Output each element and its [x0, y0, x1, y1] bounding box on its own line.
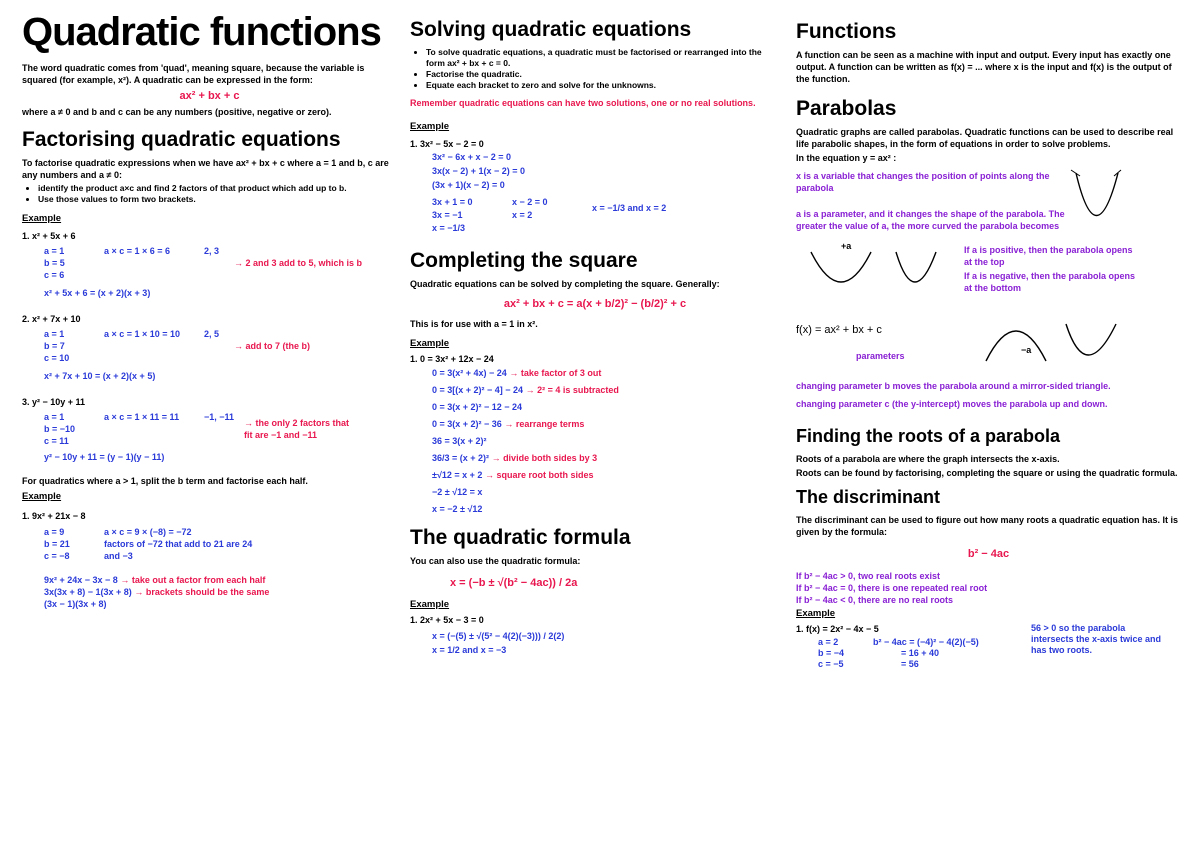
- example-solution: x = 1/2 and x = −3: [432, 645, 507, 655]
- note-a-greater-one: For quadratics where a > 1, split the b term and factorise each half.: [22, 476, 308, 486]
- working-note: → divide both sides by 3: [491, 453, 598, 463]
- quadratic-formula-heading: The quadratic formula: [410, 526, 631, 549]
- working-step: 3x² − 6x + x − 2 = 0: [432, 152, 512, 162]
- working-step: = 56: [901, 659, 919, 669]
- example-solution: x = −1/3 and x = 2: [592, 203, 667, 213]
- intro-text-2: where a ≠ 0 and b and c can be any numbers (positive, negative or zero).: [22, 107, 332, 117]
- discriminant-case: If b² − 4ac = 0, there is one repeated real root: [796, 583, 988, 593]
- parabolas-heading: Parabolas: [796, 97, 897, 120]
- minus-a-label: −a: [1021, 345, 1032, 355]
- product-ac: a × c = 9 × (−8) = −72: [104, 527, 192, 537]
- working-note: → square root both sides: [484, 470, 594, 480]
- working-step: x = (−(5) ± √(5² − 4(2)(−3))) / 2(2): [432, 631, 565, 641]
- example-label: Example: [410, 121, 450, 132]
- negative-a-note: If a is negative, then the parabola opens at the bottom: [964, 271, 1136, 293]
- parabolas-text-2: In the equation y = ax² :: [796, 153, 897, 163]
- example-label: Example: [410, 338, 450, 349]
- functions-heading: Functions: [796, 20, 897, 43]
- working-step: 3x = −1: [432, 210, 463, 220]
- example-note: 56 > 0 so the parabola intersects the x-axis twice and has two roots.: [1031, 623, 1162, 655]
- parameter-c-note: changing parameter c (the y-intercept) moves the parabola up and down.: [796, 399, 1108, 409]
- value-c: c = −8: [44, 551, 70, 561]
- product-ac: a × c = 1 × 6 = 6: [104, 246, 171, 256]
- working-step: 9x² + 24x − 3x − 8: [44, 575, 118, 585]
- value-b: b = 7: [44, 341, 65, 351]
- positive-a-note: If a is positive, then the parabola opens at the top: [964, 245, 1133, 267]
- example-question: 2. x² + 7x + 10: [22, 314, 81, 324]
- working-note: → rearrange terms: [504, 419, 585, 429]
- factorising-step: • Use those values to form two brackets.: [38, 194, 397, 205]
- example-question: 1. 2x² + 5x − 3 = 0: [410, 615, 484, 625]
- discriminant-heading: The discriminant: [796, 487, 941, 507]
- working-step: ±√12 = x + 2: [432, 470, 483, 480]
- discriminant-case: If b² − 4ac > 0, two real roots exist: [796, 571, 941, 581]
- column-solving: [410, 0, 780, 656]
- example-working: [22, 245, 397, 281]
- example-label: Example: [22, 213, 62, 224]
- completing-square-text: Quadratic equations can be solved by completing the square. Generally:: [410, 279, 720, 289]
- value-a: a = 1: [44, 329, 65, 339]
- solving-step: • Equate each bracket to zero and solve for the unknowns.: [426, 80, 780, 91]
- example-working: [22, 411, 397, 447]
- example-answer: y² − 10y + 11 = (y − 1)(y − 11): [44, 452, 165, 462]
- working-step: b² − 4ac = (−4)² − 4(2)(−5): [873, 637, 979, 647]
- plus-a-label: +a: [841, 241, 852, 251]
- discriminant-formula: b² − 4ac: [967, 548, 1010, 560]
- working-step: 36/3 = (x + 2)²: [432, 453, 490, 463]
- quadratic-formula: x = (−b ± √(b² − 4ac)) / 2a: [450, 577, 578, 589]
- parabola-sketch-icon: [1066, 168, 1136, 228]
- working-note: → take out a factor from each half: [120, 575, 266, 585]
- page-title: Quadratic functions: [22, 10, 381, 54]
- factor-pair: factors of −72 that add to 21 are 24 and −3: [104, 539, 253, 561]
- example-question: 1. f(x) = 2x² − 4x − 5: [796, 624, 879, 634]
- working-step: 0 = 3[(x + 2)² − 4] − 24: [432, 385, 524, 395]
- completing-square-formula: ax² + bx + c = a(x + b/2)² − (b/2)² + c: [503, 298, 687, 310]
- example-question: 1. x² + 5x + 6: [22, 231, 76, 241]
- working-step: 3x(x − 2) + 1(x − 2) = 0: [432, 166, 526, 176]
- solving-steps: [410, 47, 780, 91]
- value-b: b = 5: [44, 258, 65, 268]
- working-note: → brackets should be the same: [134, 587, 270, 597]
- factorising-heading: Factorising quadratic equations: [22, 128, 341, 151]
- solving-step: • Factorise the quadratic.: [426, 69, 780, 80]
- value-b: b = −4: [818, 648, 845, 658]
- working-step: 0 = 3(x² + 4x) − 24: [432, 368, 507, 378]
- working-step: x = 2: [512, 210, 533, 220]
- parameter-b-note: changing parameter b moves the parabola around a mirror-sided triangle.: [796, 381, 1111, 391]
- product-ac: a × c = 1 × 10 = 10: [104, 329, 181, 339]
- solving-step: • To solve quadratic equations, a quadratic must be factorised or rearranged into the form ax² + bx + c = 0.: [426, 47, 780, 69]
- working-step: = 16 + 40: [901, 648, 940, 658]
- working-step: 0 = 3(x + 2)² − 12 − 24: [432, 402, 523, 412]
- roots-text-2: Roots can be found by factorising, completing the square or using the quadratic formula.: [796, 468, 1178, 478]
- discriminant-text: The discriminant can be used to figure out how many roots a quadratic equation has. It is given by the formula:: [796, 515, 1179, 537]
- intro-text: The word quadratic comes from 'quad', meaning square, because the variable is squared (for example, x²). A quadratic can be expressed in the form:: [22, 63, 365, 85]
- positive-parabolas-icon: [796, 242, 956, 302]
- value-a: a = 9: [44, 527, 65, 537]
- factorising-step: • identify the product a×c and find 2 factors of that product which add up to b.: [38, 183, 397, 194]
- product-ac: a × c = 1 × 11 = 11: [104, 412, 180, 422]
- discriminant-case: If b² − 4ac < 0, there are no real roots: [796, 595, 954, 605]
- value-c: c = −5: [818, 659, 844, 669]
- working-step: −2 ± √12 = x: [432, 487, 483, 497]
- example-working: [22, 328, 397, 364]
- value-a: a = 1: [44, 246, 65, 256]
- working-step: 3x + 1 = 0: [432, 197, 473, 207]
- factorising-text: To factorise quadratic expressions when we have ax² + bx + c where a = 1 and b, c are any numbers and a ≠ 0:: [22, 158, 389, 180]
- example-question: 1. 9x² + 21x − 8: [22, 511, 86, 521]
- example-note: → add to 7 (the b): [234, 341, 310, 351]
- example-answer: (3x − 1)(3x + 8): [44, 599, 107, 609]
- example-answer: x² + 5x + 6 = (x + 2)(x + 3): [44, 288, 151, 298]
- completing-square-heading: Completing the square: [410, 249, 638, 272]
- working-step: (3x + 1)(x − 2) = 0: [432, 180, 505, 190]
- factorising-steps: [22, 183, 397, 205]
- example-note: → 2 and 3 add to 5, which is b: [234, 258, 363, 268]
- completing-square-text-2: This is for use with a = 1 in x².: [410, 319, 538, 329]
- parabolas-text: Quadratic graphs are called parabolas. Quadratic functions can be used to describe real life parabolic shapes, in the form of equations in order to solve problems.: [796, 127, 1174, 149]
- value-c: c = 6: [44, 270, 65, 280]
- example-label: Example: [796, 608, 836, 619]
- value-b: b = −10: [44, 424, 76, 434]
- parameters-label: parameters: [856, 351, 905, 361]
- roots-text: Roots of a parabola are where the graph intersects the x-axis.: [796, 454, 1060, 464]
- solving-note: Remember quadratic equations can have two solutions, one or no real solutions.: [410, 98, 756, 108]
- working-step: x − 2 = 0: [512, 197, 548, 207]
- example-question: 3. y² − 10y + 11: [22, 397, 86, 407]
- function-form: f(x) = ax² + bx + c: [796, 324, 882, 336]
- general-form: ax² + bx + c: [179, 90, 240, 102]
- example-answer: x² + 7x + 10 = (x + 2)(x + 5): [44, 371, 156, 381]
- working-step: x = −1/3: [432, 223, 466, 233]
- parameter-x-note: x is a variable that changes the position of points along the parabola: [796, 171, 1050, 193]
- example-note: → the only 2 factors that fit are −1 and −11: [244, 418, 350, 440]
- quadratic-formula-text: You can also use the quadratic formula:: [410, 556, 581, 566]
- example-label: Example: [410, 599, 450, 610]
- negative-parabolas-icon: [976, 316, 1126, 366]
- working-note: → 2² = 4 is subtracted: [525, 385, 619, 395]
- value-a: a = 2: [818, 637, 839, 647]
- factor-pair: −1, −11: [204, 412, 235, 422]
- parameter-a-note: a is a parameter, and it changes the shape of the parabola. The greater the value of a, the more curved the parabola becomes: [796, 209, 1065, 231]
- value-b: b = 21: [44, 539, 70, 549]
- value-a: a = 1: [44, 412, 65, 422]
- solving-heading: Solving quadratic equations: [410, 18, 692, 41]
- example-question: 1. 0 = 3x² + 12x − 24: [410, 354, 494, 364]
- roots-heading: Finding the roots of a parabola: [796, 426, 1061, 446]
- column-quadratic-functions: [22, 0, 397, 610]
- working-step: 3x(3x + 8) − 1(3x + 8): [44, 587, 132, 597]
- column-functions: [796, 0, 1181, 670]
- example-working: [22, 526, 397, 562]
- value-c: c = 10: [44, 353, 70, 363]
- working-step: 0 = 3(x + 2)² − 36: [432, 419, 502, 429]
- example-label: Example: [22, 491, 62, 502]
- working-note: → take factor of 3 out: [509, 368, 602, 378]
- value-c: c = 11: [44, 436, 69, 446]
- working-step: 36 = 3(x + 2)²: [432, 436, 487, 446]
- factor-pair: 2, 3: [204, 246, 220, 256]
- working-step: x = −2 ± √12: [432, 504, 483, 514]
- example-question: 1. 3x² − 5x − 2 = 0: [410, 139, 484, 149]
- factor-pair: 2, 5: [204, 329, 220, 339]
- functions-text: A function can be seen as a machine with input and output. Every input has exactly one output. A function can be written as f(x) = ... where x is the input and f(x) is the output of the function.: [796, 50, 1172, 84]
